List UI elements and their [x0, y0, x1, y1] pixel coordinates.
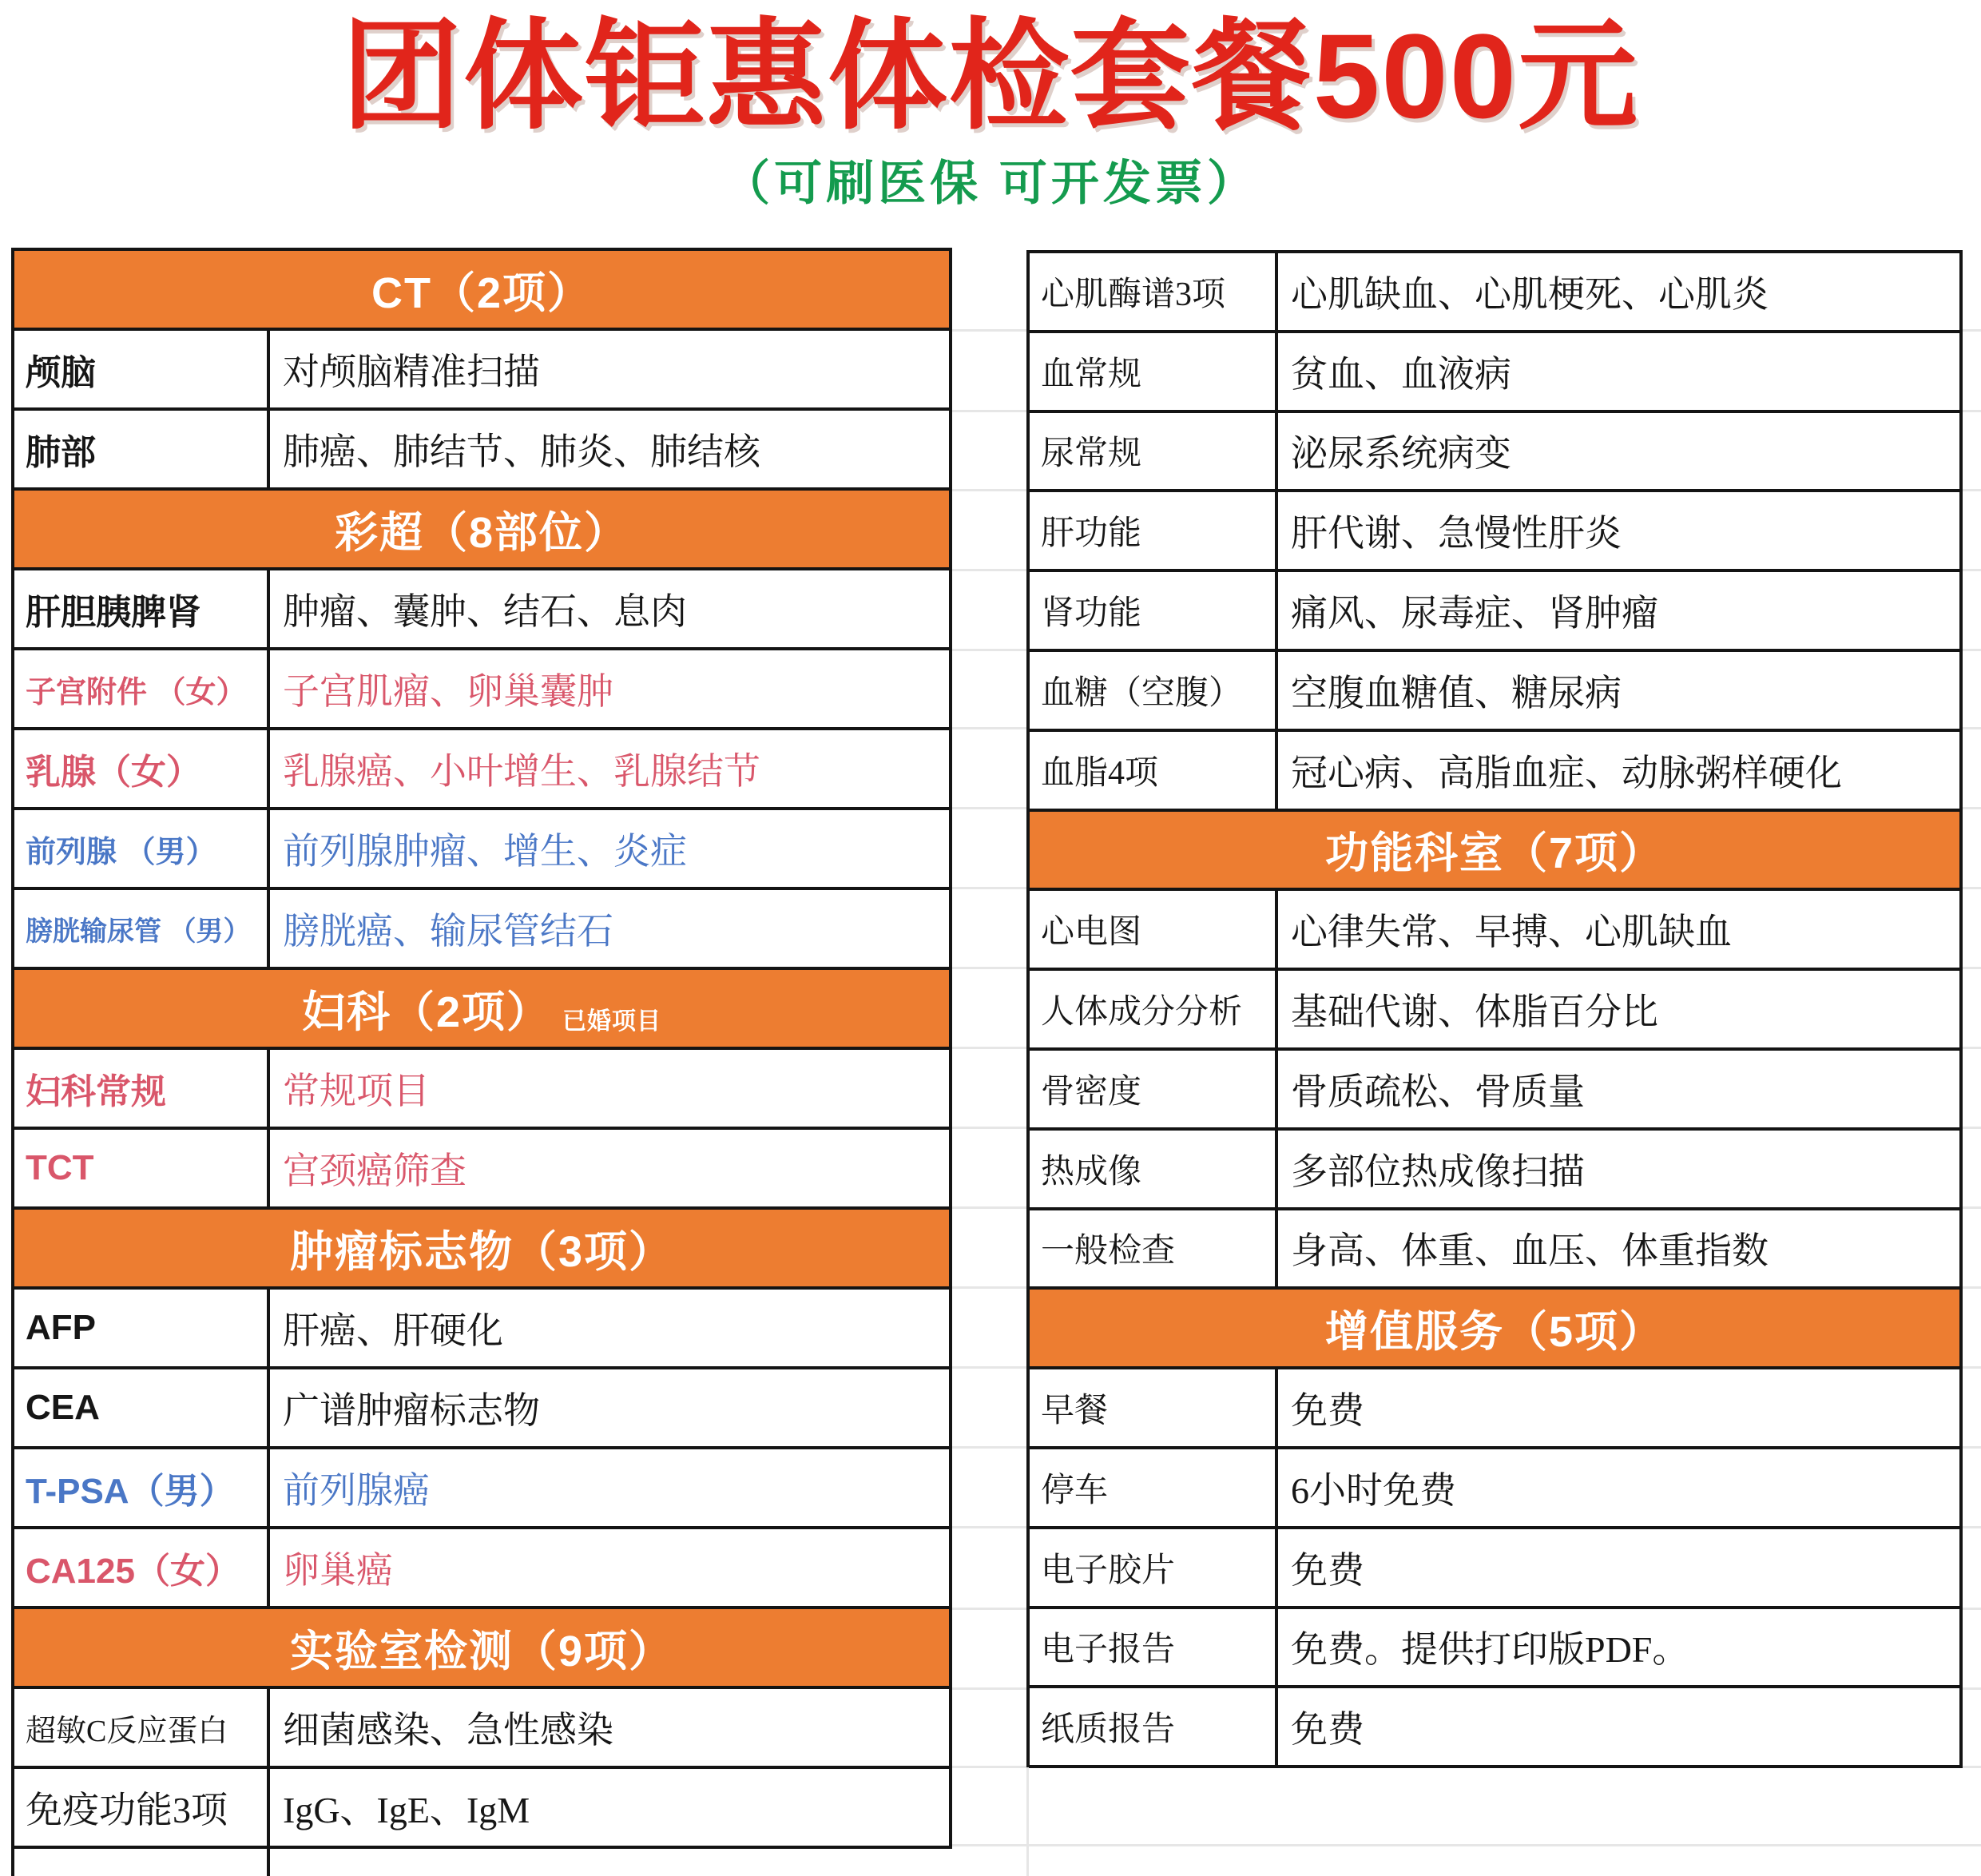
table-row — [1030, 572, 1963, 652]
gridline — [952, 649, 1026, 651]
table-row — [1030, 1051, 1963, 1131]
gridline — [952, 1286, 1026, 1289]
section-header-row — [14, 1609, 952, 1689]
row-label: 妇科常规 — [26, 1072, 166, 1111]
row-value: 基础代谢、体脂百分比 — [1291, 992, 1658, 1033]
table-row — [14, 650, 952, 730]
gridline — [1963, 649, 1981, 651]
row-value: 免费 — [1291, 1549, 1364, 1591]
table-row — [14, 730, 952, 810]
section-title: 增值服务（5项） — [1324, 1307, 1665, 1356]
gridline — [952, 887, 1026, 889]
gridline — [952, 329, 1026, 332]
row-value: 空腹血糖值、糖尿病 — [1291, 672, 1622, 713]
row-label: 膀胱输尿管 （男） — [26, 916, 251, 947]
section-header — [1030, 812, 1963, 888]
row-label: 人体成分分析 — [1041, 994, 1243, 1031]
row-value: 卵巢癌 — [283, 1550, 393, 1591]
row-label: T-PSA（男） — [26, 1472, 235, 1511]
table-row — [1030, 492, 1963, 572]
section-header-row — [14, 1210, 952, 1290]
row-value: 免费 — [1291, 1390, 1364, 1432]
table-row — [1030, 1449, 1963, 1529]
section-title: 彩超（8部位） — [334, 508, 629, 557]
row-label: 血常规 — [1041, 356, 1142, 393]
row-value: 前列腺肿瘤、增生、炎症 — [283, 831, 687, 872]
gridline — [1963, 1446, 1981, 1449]
table-row — [14, 1449, 952, 1529]
row-value: 痛风、尿毒症、肾肿瘤 — [1291, 593, 1658, 634]
table-row — [14, 1050, 952, 1130]
section-header — [14, 491, 952, 567]
row-label: 停车 — [1041, 1472, 1109, 1509]
row-value: 免费。提供打印版PDF。 — [1291, 1629, 1689, 1671]
gridline — [1963, 410, 1981, 412]
gridline — [1026, 1844, 1963, 1846]
row-label: 肾功能 — [1041, 595, 1142, 633]
gridline — [952, 807, 1026, 809]
row-value: 细菌感染、急性感染 — [283, 1710, 613, 1751]
row-label: CA125（女） — [26, 1552, 240, 1591]
table-row — [14, 331, 952, 411]
gridline — [952, 1446, 1026, 1449]
section-note: 已婚项目 — [562, 1008, 662, 1035]
row-value: 泌尿系统病变 — [1291, 433, 1511, 475]
row-label: 一般检查 — [1041, 1233, 1176, 1270]
row-value: 前列腺癌 — [283, 1470, 430, 1511]
section-header — [14, 251, 952, 328]
row-value: 身高、体重、血压、体重指数 — [1291, 1230, 1769, 1272]
gridline — [952, 569, 1026, 571]
row-value: 肺癌、肺结节、肺炎、肺结核 — [283, 431, 760, 472]
table-row — [14, 1529, 952, 1609]
table-row — [14, 1130, 952, 1210]
gridline — [1963, 1526, 1981, 1528]
row-label: 纸质报告 — [1041, 1711, 1176, 1749]
table-row — [14, 570, 952, 650]
gridline — [952, 489, 1026, 491]
section-title: 妇科（2项） — [301, 988, 552, 1036]
table-row — [14, 1849, 952, 1876]
page-subtitle: （可刷医保 可开发票） — [722, 157, 1259, 210]
row-label: 免疫功能3项 — [26, 1790, 228, 1830]
gridline — [952, 1608, 1026, 1610]
row-value: 广谱肿瘤标志物 — [283, 1390, 540, 1431]
row-label: 肝功能 — [1041, 515, 1142, 553]
row-value: 膀胱癌、输尿管结石 — [283, 911, 613, 952]
section-header-row — [14, 491, 952, 570]
row-label: 前列腺 （男） — [26, 835, 216, 869]
row-label: 心肌酶谱3项 — [1041, 276, 1226, 313]
row-label: AFP — [26, 1308, 96, 1347]
table-row — [1030, 1688, 1963, 1768]
row-label: 早餐 — [1041, 1393, 1109, 1430]
row-label: 子宫附件 （女） — [26, 675, 247, 709]
row-label: 颅脑 — [26, 353, 96, 392]
gridline — [1963, 1286, 1981, 1289]
section-header — [14, 970, 952, 1047]
gridline — [952, 410, 1026, 412]
row-label: 电子报告 — [1041, 1632, 1176, 1669]
table-row — [14, 810, 952, 890]
row-value: 子宫肌瘤、卵巢囊肿 — [283, 671, 613, 712]
gridline — [1963, 1366, 1981, 1369]
gridline — [952, 1687, 1026, 1690]
gridline — [1963, 1766, 1981, 1768]
section-title: 功能科室（7项） — [1324, 829, 1665, 877]
section-header — [1030, 1290, 1963, 1366]
table-row — [1030, 1609, 1963, 1689]
row-label: 肺部 — [26, 433, 96, 472]
gridline — [1963, 329, 1981, 332]
row-label: 血糖（空腹） — [1041, 674, 1243, 712]
table-row — [1030, 652, 1963, 732]
section-title: CT（2项） — [371, 268, 592, 317]
table-row — [1030, 1131, 1963, 1210]
row-value: 常规项目 — [283, 1071, 430, 1111]
table-row — [14, 890, 952, 970]
table-row — [1030, 1210, 1963, 1290]
gridline — [1963, 887, 1981, 889]
row-value: 心律失常、早搏、心肌缺血 — [1291, 912, 1732, 953]
table-row — [14, 1689, 952, 1769]
gridline — [1963, 1608, 1981, 1610]
gridline — [1963, 807, 1981, 809]
table-row — [14, 411, 952, 491]
section-header — [14, 1609, 952, 1686]
gridline — [952, 1047, 1026, 1049]
row-value: 6小时免费 — [1291, 1469, 1456, 1511]
gridline — [1963, 1206, 1981, 1209]
gridline — [1963, 727, 1981, 729]
table-row — [1030, 413, 1963, 493]
gridline — [952, 1766, 1026, 1768]
gridline — [952, 1127, 1026, 1129]
section-title: 实验室检测（9项） — [289, 1627, 674, 1675]
row-value: 乳腺癌、小叶增生、乳腺结节 — [283, 751, 760, 792]
row-value: 贫血、血液病 — [1291, 353, 1511, 395]
row-label: CEA — [26, 1388, 100, 1427]
row-value: 骨质疏松、骨质量 — [1291, 1071, 1585, 1112]
row-label: 超敏C反应蛋白 — [26, 1714, 228, 1748]
row-label: 电子胶片 — [1041, 1552, 1176, 1589]
section-header-row — [14, 970, 952, 1050]
row-value: 宫颈癌筛查 — [283, 1151, 466, 1191]
empty-label-cell — [14, 1849, 270, 1876]
left-table — [11, 248, 952, 1876]
row-label: 尿常规 — [1041, 435, 1142, 473]
gridline — [952, 727, 1026, 729]
row-label: 乳腺（女） — [26, 753, 201, 792]
row-value: 冠心病、高脂血症、动脉粥样硬化 — [1291, 752, 1842, 793]
gridline — [952, 1844, 1026, 1846]
gridline — [952, 967, 1026, 969]
table-row — [1030, 971, 1963, 1051]
row-label: 热成像 — [1041, 1153, 1142, 1190]
table-row — [1030, 891, 1963, 971]
table-row — [14, 1769, 952, 1849]
row-value: 心肌缺血、心肌梗死、心肌炎 — [1291, 273, 1769, 315]
row-label: 骨密度 — [1041, 1073, 1142, 1111]
empty-value-cell — [270, 1849, 952, 1876]
gridline — [1963, 569, 1981, 571]
row-value: 多部位热成像扫描 — [1291, 1151, 1585, 1192]
page-title: 团体钜惠体检套餐500元 — [341, 9, 1640, 143]
section-header-row — [1030, 1290, 1963, 1369]
gridline — [1963, 967, 1981, 969]
gridline — [1963, 1047, 1981, 1049]
table-row — [1030, 333, 1963, 413]
right-table — [1026, 250, 1963, 1768]
gridline — [1963, 1844, 1981, 1846]
gridline — [952, 1526, 1026, 1528]
row-label: 血脂4项 — [1041, 754, 1159, 792]
gridline — [1963, 489, 1981, 491]
row-value: 肿瘤、囊肿、结石、息肉 — [283, 591, 687, 632]
row-value: 肝代谢、急慢性肝炎 — [1291, 513, 1622, 554]
row-value: 肝癌、肝硬化 — [283, 1310, 503, 1351]
row-value: 免费 — [1291, 1709, 1364, 1751]
table-row — [1030, 1369, 1963, 1449]
gridline — [1026, 1767, 1029, 1876]
section-header — [14, 1210, 952, 1286]
table-row — [1030, 1529, 1963, 1609]
gridline — [952, 1366, 1026, 1369]
gridline — [1963, 1127, 1981, 1129]
gridline — [952, 1206, 1026, 1209]
section-header-row — [14, 251, 952, 331]
row-value: 对颅脑精准扫描 — [283, 352, 540, 392]
gridline — [1963, 1687, 1981, 1690]
section-header-row — [1030, 812, 1963, 892]
row-label: 心电图 — [1041, 914, 1142, 952]
row-label: TCT — [26, 1148, 94, 1187]
table-row — [14, 1290, 952, 1369]
row-value: IgG、IgE、IgM — [283, 1790, 530, 1830]
table-row — [1030, 732, 1963, 812]
table-row — [14, 1369, 952, 1449]
section-title: 肿瘤标志物（3项） — [289, 1227, 674, 1276]
table-row — [1030, 253, 1963, 333]
row-label: 肝胆胰脾肾 — [26, 593, 201, 632]
